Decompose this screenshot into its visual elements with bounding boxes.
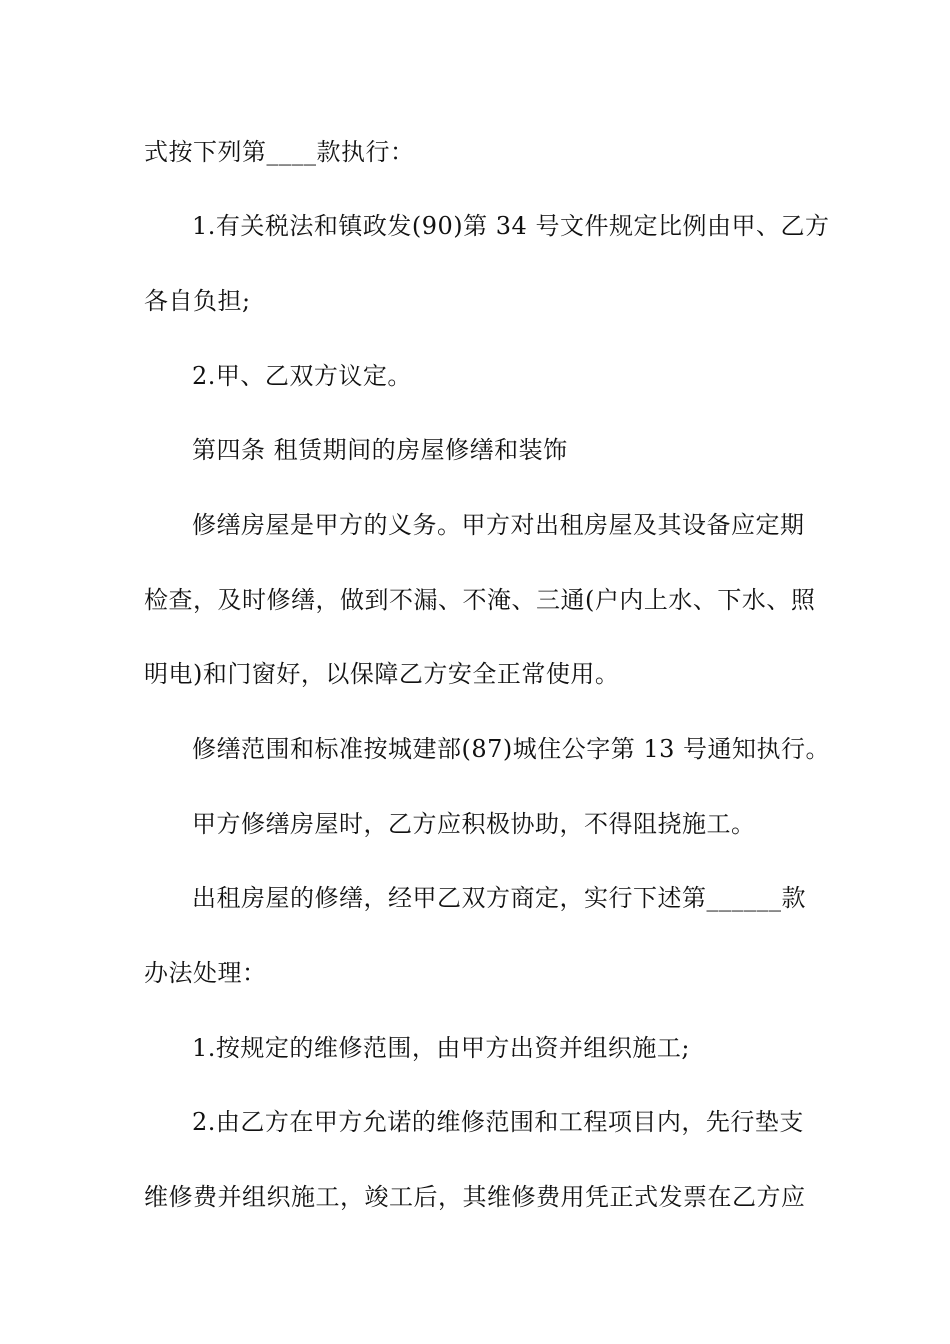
text-line-12: 办法处理： [144, 959, 267, 987]
section-heading: 第四条 租赁期间的房屋修缮和装饰 [192, 436, 568, 464]
text-line-14: 2.由乙方在甲方允诺的维修范围和工程项目内，先行垫支 [192, 1108, 804, 1136]
text-line-6: 修缮房屋是甲方的义务。甲方对出租房屋及其设备应定期 [192, 511, 805, 539]
text-line-3: 各自负担; [144, 287, 251, 315]
text-line-4: 2.甲、乙双方议定。 [192, 362, 412, 390]
text-line-13: 1.按规定的维修范围，由甲方出资并组织施工; [192, 1034, 690, 1062]
text-line-2: 1.有关税法和镇政发(90)第 34 号文件规定比例由甲、乙方 [192, 212, 830, 240]
text-line-1: 式按下列第____款执行： [144, 138, 415, 166]
text-line-9: 修缮范围和标准按城建部(87)城住公字第 13 号通知执行。 [192, 735, 831, 763]
text-line-15: 维修费并组织施工，竣工后，其维修费用凭正式发票在乙方应 [144, 1183, 806, 1211]
text-line-11: 出租房屋的修缮，经甲乙双方商定，实行下述第______款 [192, 884, 806, 912]
text-line-8: 明电)和门窗好，以保障乙方安全正常使用。 [144, 660, 620, 688]
text-line-7: 检查，及时修缮，做到不漏、不淹、三通(户内上水、下水、照 [144, 586, 816, 614]
text-line-10: 甲方修缮房屋时，乙方应积极协助，不得阻挠施工。 [192, 810, 756, 838]
